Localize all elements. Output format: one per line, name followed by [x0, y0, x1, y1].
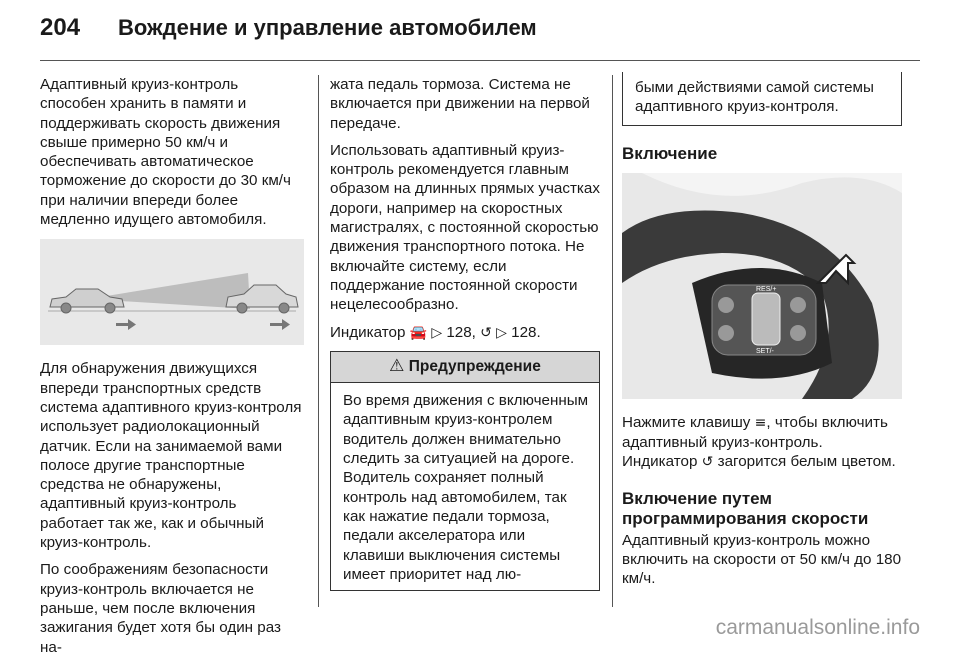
radar-cars-svg	[40, 239, 304, 345]
heading-enable: Включение	[622, 143, 718, 163]
speed-limiter-icon	[790, 325, 806, 341]
res-label: RES/+	[756, 285, 777, 293]
indicator-ref-2: 128.	[511, 323, 541, 341]
paragraph-radar: Для обнаружения движущихся впереди транспортных средств система адаптивного круиз-контроля использует радиолокационный датчик. Если на занимаемой вами полосе другие транспортные средства не обнаружены, адаптивный круиз-контроль работает так же, как и обычный круиз-контроль.	[40, 360, 302, 552]
cruise-indicator-icon: ↺	[480, 324, 492, 341]
indicator-label: Индикатор	[330, 323, 406, 341]
column-1	[40, 75, 304, 665]
acc-button-icon	[790, 297, 806, 313]
warning-box	[330, 351, 600, 591]
column-3	[622, 75, 902, 597]
radar-illustration	[40, 239, 304, 345]
warning-continuation	[622, 72, 902, 126]
reference-arrow-icon: ▷	[431, 324, 443, 341]
column-2	[330, 75, 600, 591]
car-indicator-icon: 🚘	[409, 324, 428, 341]
own-car	[50, 289, 124, 313]
page-number: 204	[40, 14, 81, 41]
paragraph-safety: По соображениям безопасности круиз-контроль включается не раньше, чем после включения зажигания будет хотя бы один раз на-	[40, 561, 281, 656]
indicator-line	[330, 323, 600, 343]
warning-triangle-icon: ⚠	[389, 355, 405, 376]
distance-button-icon	[718, 297, 734, 313]
warning-continuation-text: быми действиями самой системы адаптивного круиз-контроля.	[635, 79, 874, 116]
steering-wheel-illustration	[622, 173, 902, 399]
paragraph-program: Адаптивный круиз-контроль можно включить на скорости от 50 км/ч до 180 км/ч.	[622, 531, 902, 588]
page-header	[0, 0, 960, 60]
paragraph-enable: Нажмите клавишу ≡, чтобы включить адаптивный круиз-контроль. Индикатор ↺ загорится белым цветом.	[622, 413, 896, 471]
warning-header	[331, 352, 599, 383]
set-label: SET/-	[756, 347, 774, 355]
cancel-button-icon	[718, 325, 734, 341]
direction-arrows	[116, 319, 290, 330]
column-divider-1	[318, 75, 319, 607]
paragraph-usage: Использовать адаптивный круиз-контроль рекомендуется главным образом на длинных прямых участках дороги, например на скоростных магистралях, с постоянной скоростью движения транспортного потока. Не включайте систему, если поддержание постоянной скорости нецелесообразно.	[330, 141, 600, 314]
warning-text: Во время движения с включенным адаптивным круиз-контролем водитель должен внимательно следить за ситуацией на дороге. Водитель сохраняет полный контроль над автомобилем, так как нажатие педали тормоза, педали акселератора или клавиши выключения системы имеет приоритет над лю-	[343, 392, 589, 583]
indicator-ref-1: 128,	[446, 323, 476, 341]
warning-title: Предупреждение	[408, 357, 541, 375]
reference-arrow-icon-2: ▷	[496, 324, 507, 341]
page-title: Вождение и управление автомобилем	[118, 15, 537, 40]
res-set-rocker	[752, 293, 780, 345]
header-divider	[40, 60, 920, 61]
acc-key-icon: ≡	[754, 414, 767, 431]
paragraph-brake: жата педаль тормоза. Система не включается при движении на первой передаче.	[330, 76, 590, 132]
cruise-indicator-icon-3: ↺	[701, 454, 714, 471]
column-divider-2	[612, 75, 613, 607]
watermark: carmanualsonline.info	[715, 616, 920, 639]
paragraph-intro: Адаптивный круиз-контроль способен хранить в памяти и поддерживать скорость движения свыше примерно 50 км/ч и обеспечивать автоматическое торможение до скорости до 30 км/ч при наличии впереди более медленно идущего автомобиля.	[40, 76, 291, 229]
steering-wheel-svg	[622, 173, 902, 399]
heading-program: Включение путем программирования скорости	[622, 488, 869, 528]
